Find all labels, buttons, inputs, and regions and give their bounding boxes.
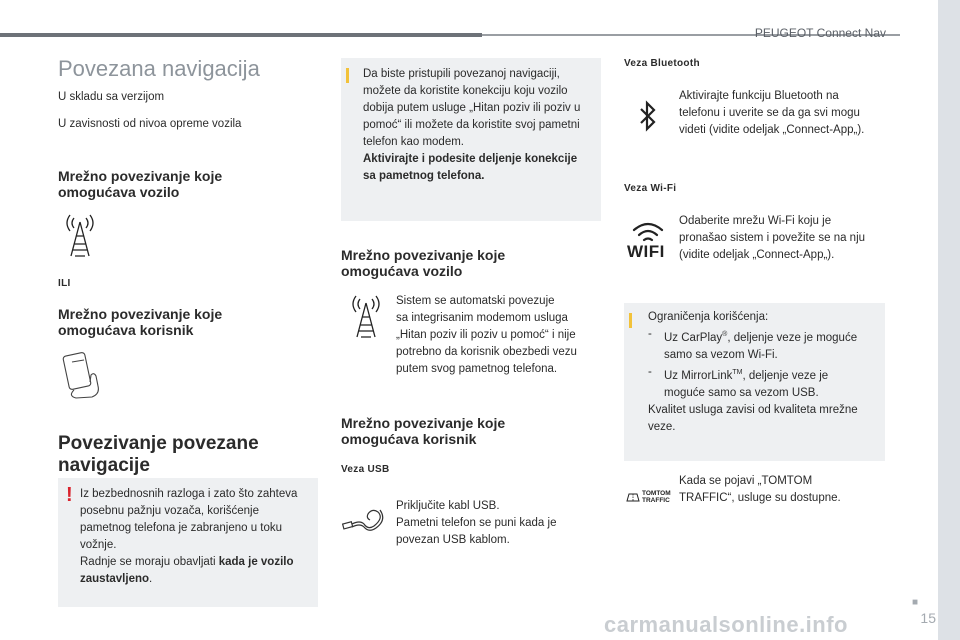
text-line: telefonu i uverite se da ga svi mogu bbox=[679, 107, 860, 119]
text-span: , deljenje veze je bbox=[742, 369, 829, 382]
text-line: Priključite kabl USB. bbox=[396, 500, 500, 512]
header-rule bbox=[0, 33, 482, 37]
text-line: videti (vidite odeljak „Connect-App„). bbox=[679, 124, 865, 136]
heading-connect-navigation bbox=[58, 433, 259, 477]
text-line: Ograničenja korišćenja: bbox=[648, 311, 769, 323]
text-span-bold: kada je vozilo bbox=[218, 556, 294, 568]
list-dash: - bbox=[648, 328, 652, 340]
text-line: Sistem se automatski povezuje bbox=[396, 295, 555, 307]
text-line: Kada se pojavi „TOMTOM bbox=[679, 475, 813, 487]
subtitle-equipment: U zavisnosti od nivoa opreme vozila bbox=[58, 118, 242, 130]
wifi-icon bbox=[626, 220, 670, 262]
text-line: posebnu pažnju vozača, korišćenje bbox=[80, 505, 260, 517]
text-span: . bbox=[149, 573, 153, 585]
text-line-bold: Aktivirajte i podesite deljenje konekcije bbox=[363, 153, 578, 165]
text-span: moguće samo sa vezom USB. bbox=[664, 386, 819, 399]
info-icon bbox=[346, 68, 349, 83]
text-line: Kvalitet usluga zavisi od kvaliteta mrežne bbox=[648, 403, 858, 416]
page-number: 15 bbox=[920, 610, 936, 626]
text-span: samo sa vezom Wi-Fi. bbox=[664, 348, 778, 361]
text-line: Aktivirajte funkciju Bluetooth na bbox=[679, 90, 839, 102]
text-line: Odaberite mrežu Wi-Fi koju je bbox=[679, 215, 832, 227]
heading-line: Povezivanje povezane bbox=[58, 433, 259, 454]
wifi-icon-text: WIFI bbox=[627, 242, 665, 261]
watermark: carmanualsonline.info bbox=[604, 612, 848, 637]
heading-user-network bbox=[58, 306, 222, 338]
list-item bbox=[648, 364, 882, 402]
tomtom-icon-text bbox=[642, 490, 671, 504]
heading-line: navigacije bbox=[58, 455, 150, 476]
text-line: „Hitan poziv ili poziv u pomoć“ i nije bbox=[396, 329, 576, 341]
text-line: dobija putem usluge „Hitan poziv ili poziv u bbox=[363, 102, 581, 114]
smartphone-hand-icon bbox=[58, 350, 108, 400]
text-span: Uz CarPlay bbox=[664, 331, 723, 344]
text-line bbox=[80, 571, 316, 588]
or-label: ILI bbox=[58, 278, 71, 289]
info-box-limits bbox=[624, 303, 885, 461]
tomtom-text bbox=[679, 473, 889, 507]
page-title: Povezana navigacija bbox=[58, 56, 260, 81]
text-span: , deljenje veze je moguće bbox=[727, 331, 858, 344]
text-span-bold: zaustavljeno bbox=[80, 573, 150, 585]
text-line: TRAFFIC bbox=[642, 497, 670, 504]
text-span: Uz MirrorLink bbox=[664, 369, 733, 382]
text-line: telefon kao modem. bbox=[363, 136, 465, 148]
list-text bbox=[664, 326, 857, 364]
wifi-text bbox=[679, 213, 889, 264]
limits-text bbox=[648, 309, 882, 436]
bluetooth-text bbox=[679, 88, 889, 139]
heading-line: omogućava vozilo bbox=[58, 184, 180, 200]
text-line: veze. bbox=[648, 420, 676, 433]
text-line: Da biste pristupili povezanoj navigaciji, bbox=[363, 68, 560, 80]
list-dash: - bbox=[648, 365, 652, 378]
usb-cable-icon bbox=[342, 506, 386, 536]
heading-user-network-2 bbox=[341, 415, 505, 447]
heading-line: Mrežno povezivanje koje bbox=[341, 247, 506, 263]
text-line: potrebno da korisnik obezbedi vezu bbox=[396, 346, 577, 358]
bluetooth-icon bbox=[638, 100, 658, 132]
text-line: pomoć“ ili možete da koristite svoj pametni bbox=[363, 119, 580, 131]
usb-text bbox=[396, 498, 596, 549]
list-text bbox=[664, 364, 828, 402]
vehicle-network-text bbox=[396, 293, 596, 378]
text-line: možete da koristite konekciju koju vozilo bbox=[363, 85, 568, 97]
info-icon bbox=[629, 313, 632, 328]
warning-text bbox=[80, 486, 316, 588]
text-sup: TM bbox=[732, 368, 743, 376]
text-line: (vidite odeljak „Connect-App„). bbox=[679, 249, 835, 261]
heading-line: omogućava korisnik bbox=[58, 322, 194, 338]
warning-box bbox=[58, 478, 318, 607]
heading-line: Mrežno povezivanje koje bbox=[58, 168, 223, 184]
text-span: Radnje se moraju obavljati bbox=[80, 556, 219, 568]
text-line: vožnje. bbox=[80, 539, 117, 551]
wifi-label: Veza Wi-Fi bbox=[624, 183, 677, 194]
heading-vehicle-network-2 bbox=[341, 247, 505, 279]
page-edge-strip bbox=[938, 0, 960, 640]
antenna-icon bbox=[346, 295, 386, 339]
text-line: TOMTOM bbox=[642, 490, 671, 497]
text-line: Iz bezbednosnih razloga i zato što zahteva bbox=[80, 488, 298, 500]
text-line: putem svog pametnog telefona. bbox=[396, 363, 558, 375]
tomtom-traffic-icon bbox=[626, 490, 671, 504]
heading-vehicle-network bbox=[58, 168, 222, 200]
antenna-icon bbox=[60, 214, 100, 258]
info-box-connection bbox=[341, 58, 601, 221]
text-sup: ® bbox=[722, 331, 728, 338]
text-line: TRAFFIC“, usluge su dostupne. bbox=[679, 492, 841, 504]
heading-line: omogućava vozilo bbox=[341, 263, 463, 279]
info-text bbox=[363, 66, 599, 185]
text-line: povezan USB kablom. bbox=[396, 534, 510, 546]
heading-line: omogućava korisnik bbox=[341, 431, 477, 447]
bluetooth-label: Veza Bluetooth bbox=[624, 58, 700, 69]
list-item bbox=[648, 326, 882, 364]
text-line-bold: sa pametnog telefona. bbox=[363, 170, 485, 182]
page-bullet: ■ bbox=[911, 597, 918, 608]
header-brand: PEUGEOT Connect Nav bbox=[754, 26, 886, 40]
text-line: pametnog telefona je zabranjeno u toku bbox=[80, 522, 283, 534]
text-line: sa integrisanim modemom usluga bbox=[396, 312, 568, 324]
heading-line: Mrežno povezivanje koje bbox=[58, 306, 223, 322]
text-line bbox=[80, 554, 316, 571]
heading-line: Mrežno povezivanje koje bbox=[341, 415, 506, 431]
warning-icon: ! bbox=[66, 484, 73, 506]
usb-label: Veza USB bbox=[341, 464, 390, 475]
subtitle-version: U skladu sa verzijom bbox=[58, 91, 165, 103]
text-line: Pametni telefon se puni kada je bbox=[396, 517, 557, 529]
text-line: pronašao sistem i povežite se na nju bbox=[679, 232, 866, 244]
